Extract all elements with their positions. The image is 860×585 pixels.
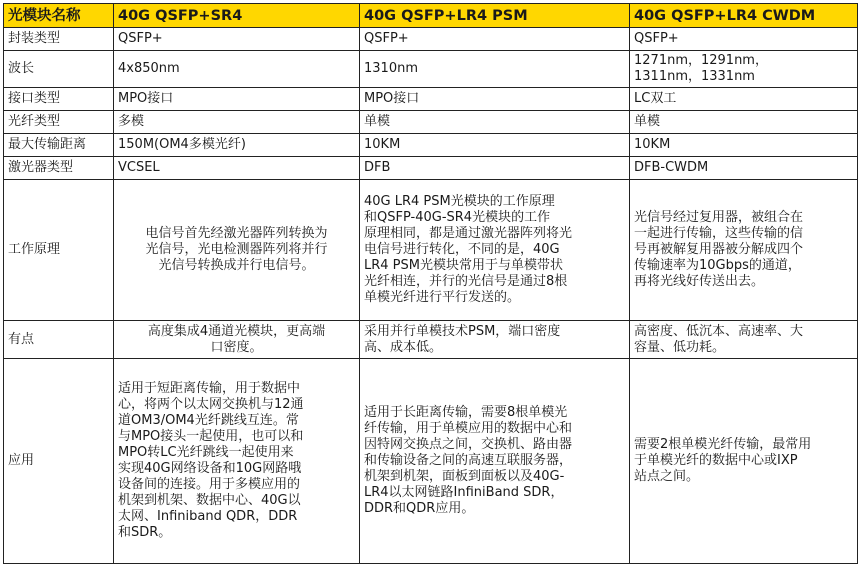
header-lr4-psm: 40G QSFP+LR4 PSM — [360, 4, 630, 28]
row-label: 工作原理 — [4, 180, 114, 321]
row-label: 有点 — [4, 321, 114, 359]
header-sr4: 40G QSFP+SR4 — [114, 4, 360, 28]
row-label: 光纤类型 — [4, 111, 114, 134]
row-working-principle — [4, 180, 858, 321]
cell-lr4-psm: 适用于长距离传输，需要8根单模光 纤传输，用于单模应用的数据中心和 因特网交换点之间，交换机、路由器 和传输设备之间的高速互联服务器， 机架到机架，面板到面板以及40G- LR4以太网链路InfiniBand SDR， DDR和QDR应用。 — [360, 359, 630, 564]
row-label: 最大传输距离 — [4, 134, 114, 157]
row-package-type — [4, 28, 858, 51]
cell-lr4-psm: 单模 — [360, 111, 630, 134]
cell-lr4-psm: DFB — [360, 157, 630, 180]
cell-lr4-psm: 采用并行单模技术PSM，端口密度 高、成本低。 — [360, 321, 630, 359]
cell-sr4: MPO接口 — [114, 88, 360, 111]
cell-lr4-cwdm: DFB-CWDM — [630, 157, 858, 180]
row-laser-type — [4, 157, 858, 180]
cell-lr4-cwdm: QSFP+ — [630, 28, 858, 51]
cell-lr4-cwdm: 光信号经过复用器，被组合在 一起进行传输，这些传输的信 号再被解复用器被分解成四个 传输速率为10Gbps的通道， 再将光线好传送出去。 — [630, 180, 858, 321]
cell-sr4: 4x850nm — [114, 51, 360, 88]
cell-lr4-cwdm: 10KM — [630, 134, 858, 157]
cell-lr4-psm: 40G LR4 PSM光模块的工作原理 和QSFP-40G-SR4光模块的工作 原理相同，都是通过激光器阵列将光 电信号进行转化，不同的是，40G LR4 PSM光模块常用于与单模带状 光纤相连，并行的光信号是通过8根 单模光纤进行平行发送的。 — [360, 180, 630, 321]
cell-sr4: 高度集成4通道光模块，更高端 口密度。 — [114, 321, 360, 359]
cell-sr4: 电信号首先经激光器阵列转换为 光信号，光电检测器阵列将并行 光信号转换成并行电信号。 — [114, 180, 360, 321]
cell-lr4-cwdm: LC双工 — [630, 88, 858, 111]
cell-lr4-psm: QSFP+ — [360, 28, 630, 51]
cell-lr4-cwdm: 单模 — [630, 111, 858, 134]
optical-module-comparison-table — [3, 3, 858, 564]
row-label: 波长 — [4, 51, 114, 88]
row-label: 封装类型 — [4, 28, 114, 51]
row-interface-type — [4, 88, 858, 111]
cell-lr4-cwdm: 高密度、低沉本、高速率、大 容量、低功耗。 — [630, 321, 858, 359]
cell-sr4: 适用于短距离传输，用于数据中 心，将两个以太网交换机与12通 道OM3/OM4光纤跳线互连。常 与MPO接头一起使用，也可以和 MPO转LC光纤跳线一起使用来 实现40G网络设备和10G网路哦 设备间的连接。用于多模应用的 机架到机架、数据中心、40G以 太网、Infiniband QDR，DDR 和SDR。 — [114, 359, 360, 564]
cell-sr4: 多模 — [114, 111, 360, 134]
row-advantages — [4, 321, 858, 359]
header-module-name: 光模块名称 — [4, 4, 114, 28]
row-label: 接口类型 — [4, 88, 114, 111]
row-label: 应用 — [4, 359, 114, 564]
row-fiber-type — [4, 111, 858, 134]
cell-sr4: 150M(OM4多模光纤) — [114, 134, 360, 157]
cell-lr4-psm: MPO接口 — [360, 88, 630, 111]
cell-lr4-cwdm: 需要2根单模光纤传输，最常用 于单模光纤的数据中心或IXP 站点之间。 — [630, 359, 858, 564]
cell-sr4: VCSEL — [114, 157, 360, 180]
row-applications — [4, 359, 858, 564]
row-wavelength — [4, 51, 858, 88]
cell-lr4-psm: 10KM — [360, 134, 630, 157]
header-row — [4, 4, 858, 28]
cell-sr4: QSFP+ — [114, 28, 360, 51]
row-max-distance — [4, 134, 858, 157]
header-lr4-cwdm: 40G QSFP+LR4 CWDM — [630, 4, 858, 28]
cell-lr4-psm: 1310nm — [360, 51, 630, 88]
cell-lr4-cwdm: 1271nm，1291nm， 1311nm，1331nm — [630, 51, 858, 88]
row-label: 激光器类型 — [4, 157, 114, 180]
